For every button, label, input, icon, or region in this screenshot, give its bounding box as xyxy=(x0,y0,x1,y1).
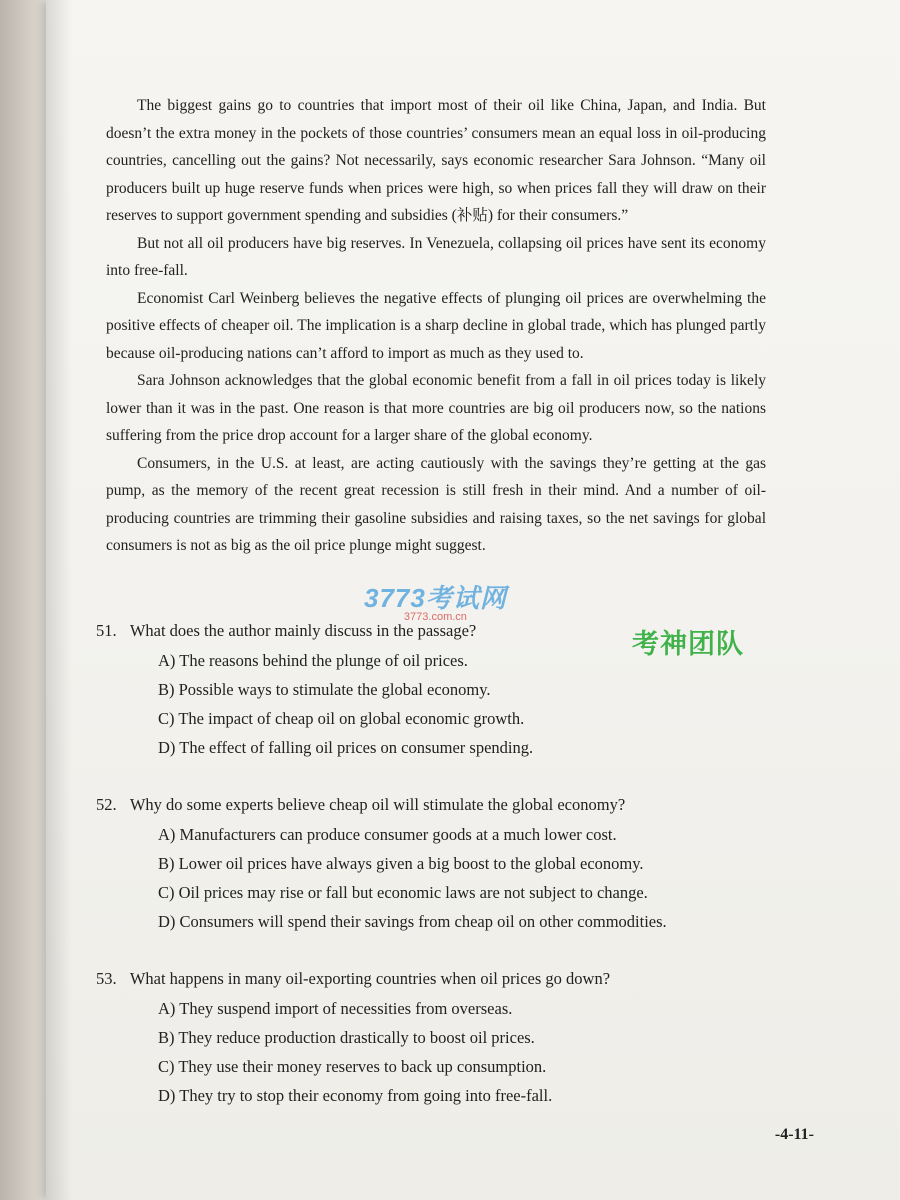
question-52 xyxy=(96,790,746,936)
answer-options xyxy=(96,646,746,762)
question-number: 51. xyxy=(96,621,117,640)
question-51 xyxy=(96,616,746,762)
option-c: C) The impact of cheap oil on global economic growth. xyxy=(158,709,525,728)
answer-options xyxy=(96,994,746,1110)
option-c: C) Oil prices may rise or fall but economic laws are not subject to change. xyxy=(158,883,648,902)
passage-paragraph: But not all oil producers have big reserves. In Venezuela, collapsing oil prices have sent its economy into free-fall. xyxy=(106,234,766,279)
passage-paragraph: Consumers, in the U.S. at least, are acting cautiously with the savings they’re getting at the gas pump, as the memory of the recent great recession is still fresh in their mind. And a number of oil-producing countries are trimming their gasoline subsidies and raising taxes, so the net savings for global consumers is not as big as the oil price plunge might suggest. xyxy=(106,454,766,554)
option-d: D) The effect of falling oil prices on consumer spending. xyxy=(158,738,534,757)
question-text: What does the author mainly discuss in the passage? xyxy=(129,621,477,640)
question-53 xyxy=(96,964,746,1110)
page-number: -4-11- xyxy=(774,1126,814,1143)
option-c: C) They use their money reserves to back up consumption. xyxy=(158,1057,547,1076)
question-stem xyxy=(96,964,746,994)
option-b: B) Possible ways to stimulate the global economy. xyxy=(158,680,491,699)
question-stem xyxy=(96,790,746,820)
option-d: D) They try to stop their economy from going into free-fall. xyxy=(158,1086,553,1105)
team-logo: 考神团队 xyxy=(632,629,744,660)
question-list xyxy=(96,616,746,1138)
passage-paragraph: Sara Johnson acknowledges that the global economic benefit from a fall in oil prices today is likely lower than it was in the past. One reason is that more countries are big oil producers now, so the nations suffering from the price drop account for a larger share of the global economy. xyxy=(106,372,766,444)
adjacent-page-edge xyxy=(0,0,52,1200)
question-text: What happens in many oil-exporting countries when oil prices go down? xyxy=(129,969,611,988)
passage-paragraph: The biggest gains go to countries that import most of their oil like China, Japan, and India. But doesn’t the extra money in the pockets of those countries’ consumers mean an equal loss in oil-producing countries, cancelling out the gains? Not necessarily, says economic researcher Sara Johnson. “Many oil producers built up huge reserve funds when prices were high, so when prices fall they will draw on their reserves to support government spending and subsidies (补贴) for their consumers.” xyxy=(106,97,766,224)
question-stem xyxy=(96,616,746,646)
answer-options xyxy=(96,820,746,936)
watermark-title: 3773考试网 xyxy=(364,583,507,613)
watermark-url: 3773.com.cn xyxy=(403,611,467,623)
option-a: A) They suspend import of necessities from overseas. xyxy=(158,999,513,1018)
question-text: Why do some experts believe cheap oil will stimulate the global economy? xyxy=(129,795,626,814)
option-a: A) Manufacturers can produce consumer goods at a much lower cost. xyxy=(158,825,617,844)
question-number: 53. xyxy=(96,969,117,988)
exam-page xyxy=(46,0,900,1200)
option-b: B) They reduce production drastically to boost oil prices. xyxy=(158,1028,535,1047)
question-number: 52. xyxy=(96,795,117,814)
option-d: D) Consumers will spend their savings from cheap oil on other commodities. xyxy=(158,912,667,931)
option-b: B) Lower oil prices have always given a big boost to the global economy. xyxy=(158,854,644,873)
option-a: A) The reasons behind the plunge of oil prices. xyxy=(158,651,468,670)
reading-passage xyxy=(106,92,766,560)
passage-paragraph: Economist Carl Weinberg believes the negative effects of plunging oil prices are overwhelming the positive effects of cheaper oil. The implication is a sharp decline in global trade, which has plunged partly because oil-producing nations can’t afford to import as much as they used to. xyxy=(106,289,766,362)
